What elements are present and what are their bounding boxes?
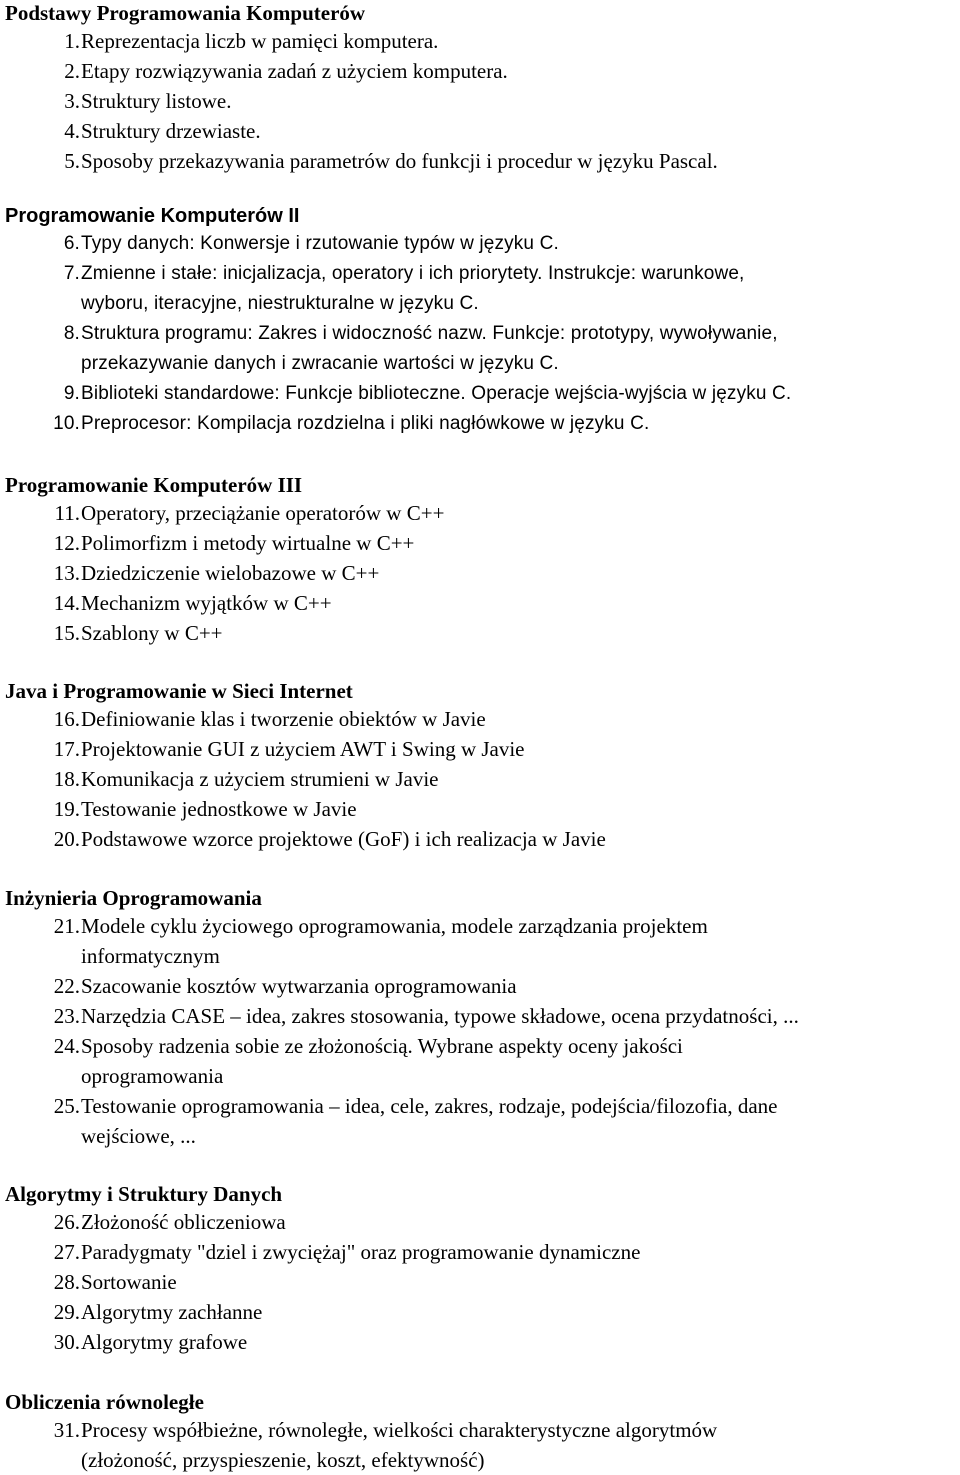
item-text — [81, 319, 960, 379]
list-item — [5, 379, 955, 409]
item-text-line: wejściowe, ... — [81, 1124, 196, 1148]
list-item — [5, 146, 955, 176]
item-text: Biblioteki standardowe: Funkcje biblioteczne. Operacje wejścia-wyjścia w języku C. — [81, 383, 792, 404]
list-item — [5, 558, 955, 588]
item-text: Złożoność obliczeniowa — [81, 1210, 286, 1234]
item-text: Struktury drzewiaste. — [81, 119, 261, 143]
item-number: 18. — [53, 767, 80, 791]
item-number: 25. — [53, 1094, 80, 1118]
item-text-line: oprogramowania — [81, 1064, 224, 1088]
list-item — [5, 794, 955, 824]
item-number: 27. — [53, 1240, 80, 1264]
section-title: Java i Programowanie w Sieci Internet — [5, 679, 353, 703]
item-text: Projektowanie GUI z użyciem AWT i Swing w Javie — [81, 737, 525, 761]
item-number: 14. — [53, 591, 80, 615]
item-number: 6. — [63, 233, 80, 254]
item-number: 30. — [53, 1330, 80, 1354]
list-item — [5, 409, 955, 439]
list-item — [5, 734, 955, 764]
section-java — [5, 678, 955, 854]
item-text: Etapy rozwiązywania zadań z użyciem komputera. — [81, 59, 508, 83]
section-algorytmy — [5, 1181, 955, 1357]
section-title: Programowanie Komputerów II — [5, 205, 300, 227]
list-item — [5, 1207, 955, 1237]
item-number: 5. — [64, 149, 80, 173]
topic-list — [5, 1415, 955, 1475]
list-item — [5, 528, 955, 558]
list-item — [5, 498, 955, 528]
section-podstawy — [5, 0, 955, 176]
list-item — [5, 1267, 955, 1297]
item-text-line: Sposoby radzenia sobie ze złożonością. Wybrane aspekty oceny jakości — [81, 1034, 683, 1058]
topic-list — [5, 229, 955, 439]
item-number: 31. — [53, 1418, 80, 1442]
item-text: Szablony w C++ — [81, 621, 223, 645]
item-number: 7. — [63, 263, 80, 284]
list-item — [5, 56, 955, 86]
section-title: Obliczenia równoległe — [5, 1390, 204, 1414]
item-number: 23. — [53, 1004, 80, 1028]
list-item — [5, 764, 955, 794]
section-title: Programowanie Komputerów III — [5, 473, 303, 497]
section-programowanie-ii — [5, 203, 955, 439]
item-text — [81, 259, 960, 319]
list-item — [5, 1415, 955, 1475]
item-text — [81, 1091, 960, 1151]
item-number: 11. — [54, 501, 80, 525]
list-item — [5, 116, 955, 146]
item-number: 21. — [53, 914, 80, 938]
item-number: 26. — [53, 1210, 80, 1234]
item-text-line: informatycznym — [81, 944, 220, 968]
section-title: Podstawy Programowania Komputerów — [5, 1, 366, 25]
item-text: Struktury listowe. — [81, 89, 232, 113]
item-number: 1. — [64, 29, 80, 53]
list-item — [5, 1237, 955, 1267]
item-text: Operatory, przeciążanie operatorów w C++ — [81, 501, 445, 525]
list-item — [5, 618, 955, 648]
item-text — [81, 911, 960, 971]
item-number: 10. — [53, 413, 80, 434]
item-number: 13. — [53, 561, 80, 585]
list-item — [5, 1297, 955, 1327]
item-number: 15. — [53, 621, 80, 645]
item-text: Polimorfizm i metody wirtualne w C++ — [81, 531, 415, 555]
section-inzynieria — [5, 885, 955, 1151]
list-item — [5, 86, 955, 116]
item-text: Algorytmy grafowe — [81, 1330, 248, 1354]
topic-list — [5, 1207, 955, 1357]
item-text-line: (złożoność, przyspieszenie, koszt, efektywność) — [81, 1448, 485, 1472]
item-text-line: wyboru, iteracyjne, niestrukturalne w języku C. — [81, 293, 479, 314]
item-text-line: przekazywanie danych i zwracanie wartości w języku C. — [81, 353, 559, 374]
list-item — [5, 911, 955, 971]
item-text-line: Testowanie oprogramowania – idea, cele, zakres, rodzaje, podejścia/filozofia, dane — [81, 1094, 778, 1118]
item-text-line: Procesy współbieżne, równoległe, wielkości charakterystyczne algorytmów — [81, 1418, 718, 1442]
item-number: 24. — [53, 1034, 80, 1058]
item-text: Paradygmaty "dziel i zwyciężaj" oraz programowanie dynamiczne — [81, 1240, 641, 1264]
list-item — [5, 26, 955, 56]
item-text: Narzędzia CASE – idea, zakres stosowania, typowe składowe, ocena przydatności, ... — [81, 1004, 799, 1028]
list-item — [5, 704, 955, 734]
item-text-line: Modele cyklu życiowego oprogramowania, modele zarządzania projektem — [81, 914, 708, 938]
item-text-line: Struktura programu: Zakres i widoczność nazw. Funkcje: prototypy, wywoływanie, — [81, 323, 778, 344]
list-item — [5, 319, 955, 379]
item-number: 8. — [63, 323, 80, 344]
item-number: 28. — [53, 1270, 80, 1294]
section-title: Inżynieria Oprogramowania — [5, 886, 262, 910]
item-number: 9. — [63, 383, 80, 404]
item-text-line: Zmienne i stałe: inicjalizacja, operatory i ich priorytety. Instrukcje: warunkowe, — [81, 263, 745, 284]
topic-list — [5, 498, 955, 648]
list-item — [5, 1001, 955, 1031]
item-number: 22. — [53, 974, 80, 998]
item-text: Testowanie jednostkowe w Javie — [81, 797, 357, 821]
item-text: Szacowanie kosztów wytwarzania oprogramowania — [81, 974, 517, 998]
list-item — [5, 971, 955, 1001]
item-text: Reprezentacja liczb w pamięci komputera. — [81, 29, 439, 53]
item-number: 20. — [53, 827, 80, 851]
list-item — [5, 229, 955, 259]
item-number: 4. — [64, 119, 80, 143]
item-text: Algorytmy zachłanne — [81, 1300, 263, 1324]
item-number: 2. — [64, 59, 80, 83]
list-item — [5, 1091, 955, 1151]
item-number: 29. — [53, 1300, 80, 1324]
list-item — [5, 1327, 955, 1357]
item-text: Preprocesor: Kompilacja rozdzielna i pliki nagłówkowe w języku C. — [81, 413, 650, 434]
item-number: 16. — [53, 707, 80, 731]
item-text: Komunikacja z użyciem strumieni w Javie — [81, 767, 439, 791]
section-obliczenia-rownolegle — [5, 1389, 955, 1475]
item-number: 3. — [64, 89, 80, 113]
item-text: Dziedziczenie wielobazowe w C++ — [81, 561, 380, 585]
item-text — [81, 1031, 960, 1091]
topic-list — [5, 911, 955, 1151]
item-number: 12. — [53, 531, 80, 555]
list-item — [5, 588, 955, 618]
list-item — [5, 824, 955, 854]
list-item — [5, 259, 955, 319]
item-text: Sortowanie — [81, 1270, 177, 1294]
list-item — [5, 1031, 955, 1091]
item-text: Typy danych: Konwersje i rzutowanie typów w języku C. — [81, 233, 559, 254]
topic-list — [5, 26, 955, 176]
section-title: Algorytmy i Struktury Danych — [5, 1182, 283, 1206]
item-text: Podstawowe wzorce projektowe (GoF) i ich realizacja w Javie — [81, 827, 606, 851]
item-text — [81, 1415, 960, 1475]
item-number: 17. — [53, 737, 80, 761]
item-text: Mechanizm wyjątków w C++ — [81, 591, 332, 615]
item-text: Definiowanie klas i tworzenie obiektów w Javie — [81, 707, 486, 731]
item-number: 19. — [53, 797, 80, 821]
section-programowanie-iii — [5, 472, 955, 648]
item-text: Sposoby przekazywania parametrów do funkcji i procedur w języku Pascal. — [81, 149, 718, 173]
topic-list — [5, 704, 955, 854]
